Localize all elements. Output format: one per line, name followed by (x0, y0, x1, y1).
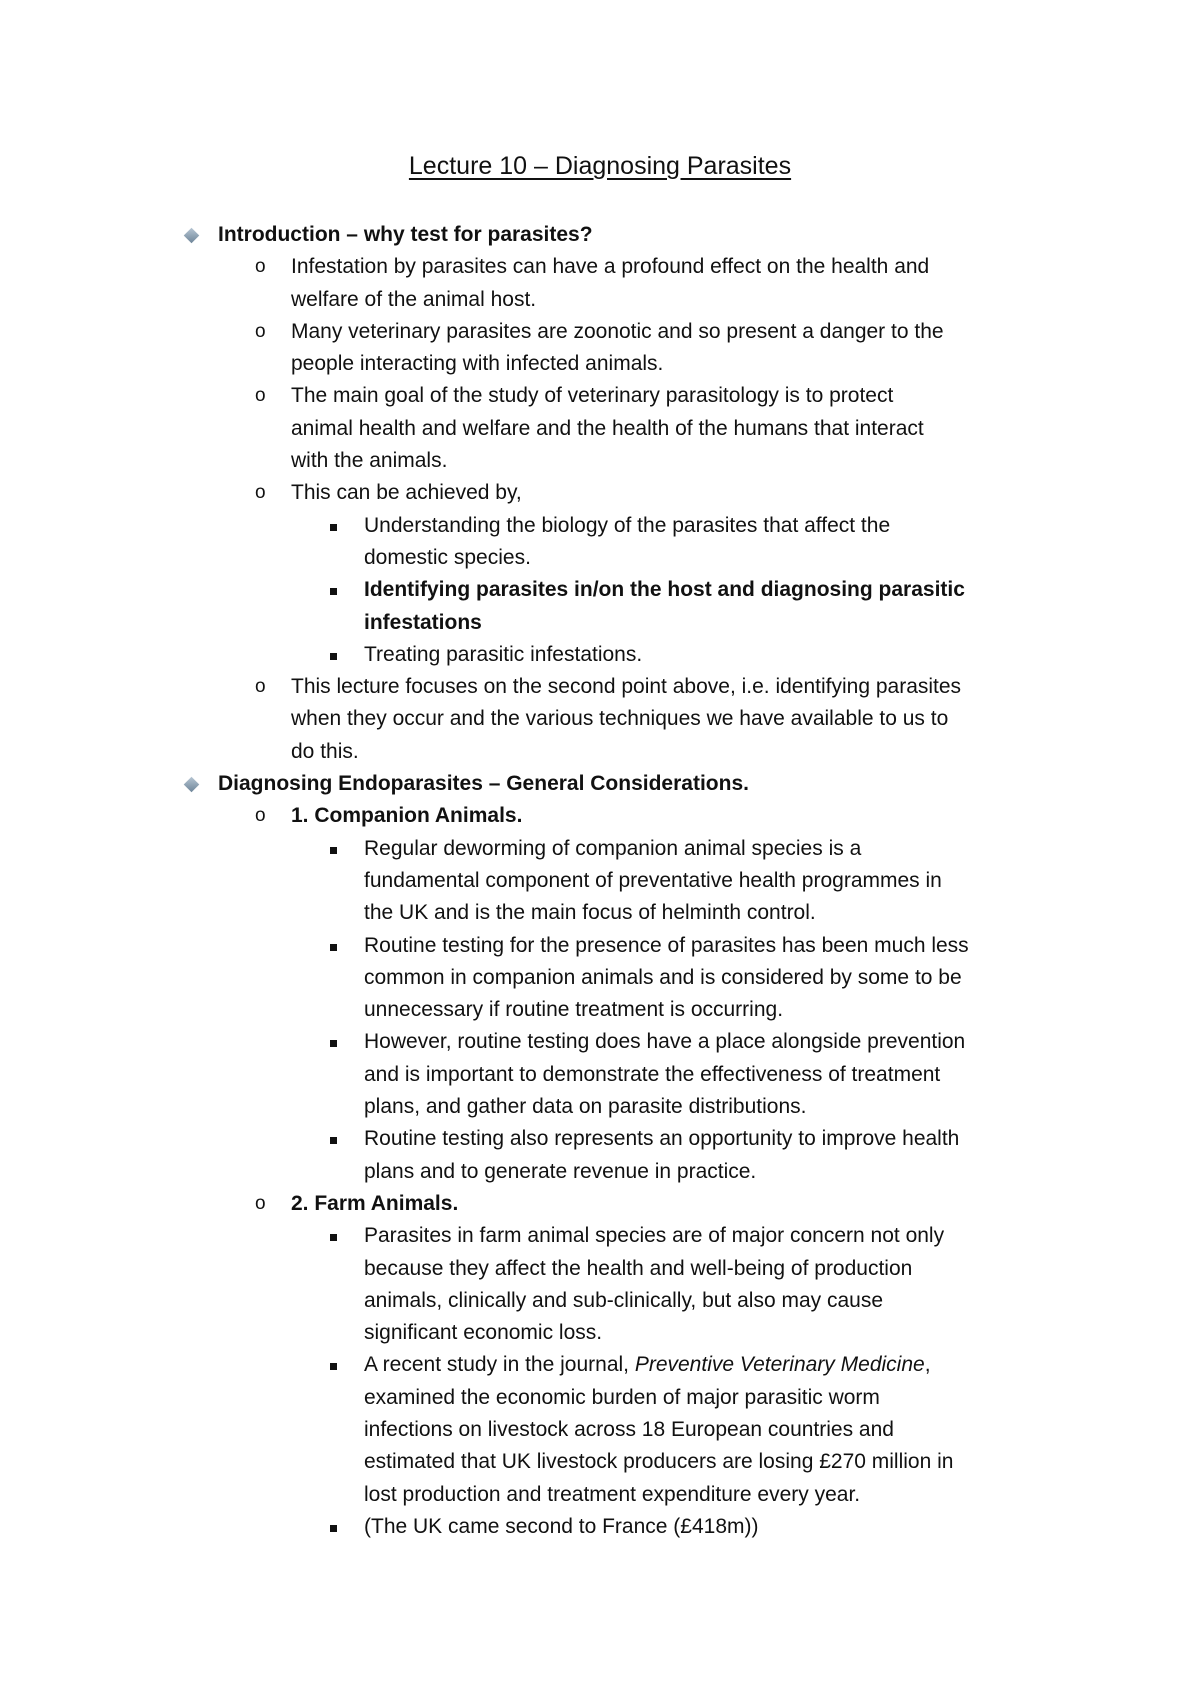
document-body (0, 219, 1200, 1543)
sub-list-item-continuation: unnecessary if routine treatment is occurring. (364, 998, 784, 1022)
list-item-continuation: with the animals. (291, 449, 448, 473)
square-bullet-icon (329, 1511, 337, 1543)
sub-list-item-continuation: plans, and gather data on parasite distributions. (364, 1095, 807, 1119)
section-heading-endoparasites: Diagnosing Endoparasites – General Considerations. (0, 768, 1200, 800)
sub-list-item-continuation: estimated that UK livestock producers are losing £270 million in (364, 1450, 954, 1474)
circle-bullet-icon: o (255, 320, 266, 342)
sub-list-item-continuation: fundamental component of preventative health programmes in (364, 868, 942, 892)
diamond-bullet-icon (184, 219, 197, 251)
sub-list-item-continuation: because they affect the health and well-being of production (364, 1256, 913, 1280)
square-bullet-icon (329, 510, 337, 542)
diamond-bullet-icon (184, 768, 197, 800)
sub-list-item-continuation: examined the economic burden of major parasitic worm (364, 1385, 880, 1409)
list-item: o This can be achieved by, (0, 477, 1200, 509)
list-item: o This lecture focuses on the second point above, i.e. identifying parasites (0, 671, 1200, 703)
list-item-continuation: when they occur and the various techniques we have available to us to (291, 707, 949, 731)
sub-list-item-continuation: common in companion animals and is considered by some to be (364, 965, 962, 989)
sub-list-item: Routine testing also represents an opportunity to improve health (0, 1123, 1200, 1155)
square-bullet-icon (329, 930, 337, 962)
page-title: Lecture 10 – Diagnosing Parasites (408, 152, 792, 180)
square-bullet-icon (329, 574, 337, 606)
sub-list-item (0, 1349, 1200, 1381)
sub-list-item-continuation: plans and to generate revenue in practice. (364, 1159, 757, 1183)
circle-bullet-icon: o (255, 1192, 266, 1214)
subsection-companion-animals: o 1. Companion Animals. (0, 800, 1200, 832)
sub-list-item: Treating parasitic infestations. (0, 639, 1200, 671)
circle-bullet-icon: o (255, 676, 266, 698)
subsection-farm-animals: o 2. Farm Animals. (0, 1188, 1200, 1220)
circle-bullet-icon: o (255, 805, 266, 827)
list-item-continuation: animal health and welfare and the health of the humans that interact (291, 416, 924, 440)
sub-list-item: Regular deworming of companion animal species is a (0, 833, 1200, 865)
sub-list-item-continuation: infestations (364, 610, 482, 634)
sub-list-item: However, routine testing does have a place alongside prevention (0, 1026, 1200, 1058)
sub-list-item-continuation: lost production and treatment expenditure every year. (364, 1482, 861, 1506)
sub-list-item: Understanding the biology of the parasites that affect the (0, 510, 1200, 542)
square-bullet-icon (329, 1123, 337, 1155)
list-item: o The main goal of the study of veterinary parasitology is to protect (0, 380, 1200, 412)
journal-citation-line: A recent study in the journal, Preventive Veterinary Medicine, (364, 1353, 931, 1377)
list-item-continuation: do this. (291, 739, 359, 763)
sub-list-item-continuation: the UK and is the main focus of helminth control. (364, 901, 816, 925)
sub-list-item-continuation: animals, clinically and sub-clinically, but also may cause (364, 1288, 884, 1312)
square-bullet-icon (329, 1026, 337, 1058)
sub-list-item: (The UK came second to France (£418m)) (0, 1511, 1200, 1543)
journal-name: Preventive Veterinary Medicine (634, 1353, 925, 1377)
circle-bullet-icon: o (255, 482, 266, 504)
circle-bullet-icon: o (255, 256, 266, 278)
sub-list-item: Parasites in farm animal species are of major concern not only (0, 1220, 1200, 1252)
list-item: o Infestation by parasites can have a profound effect on the health and (0, 251, 1200, 283)
list-item: o Many veterinary parasites are zoonotic and so present a danger to the (0, 316, 1200, 348)
square-bullet-icon (329, 1349, 337, 1381)
section-heading-introduction: Introduction – why test for parasites? (0, 219, 1200, 251)
square-bullet-icon (329, 833, 337, 865)
sub-list-item: Routine testing for the presence of parasites has been much less (0, 930, 1200, 962)
square-bullet-icon (329, 1220, 337, 1252)
list-item-continuation: welfare of the animal host. (291, 287, 537, 311)
circle-bullet-icon: o (255, 385, 266, 407)
sub-list-item-continuation: infections on livestock across 18 European countries and (364, 1417, 894, 1441)
square-bullet-icon (329, 639, 337, 671)
sub-list-item: Identifying parasites in/on the host and diagnosing parasitic (0, 574, 1200, 606)
sub-list-item-continuation: significant economic loss. (364, 1321, 603, 1345)
sub-list-item-continuation: domestic species. (364, 545, 531, 569)
list-item-continuation: people interacting with infected animals. (291, 352, 664, 376)
sub-list-item-continuation: and is important to demonstrate the effectiveness of treatment (364, 1062, 941, 1086)
